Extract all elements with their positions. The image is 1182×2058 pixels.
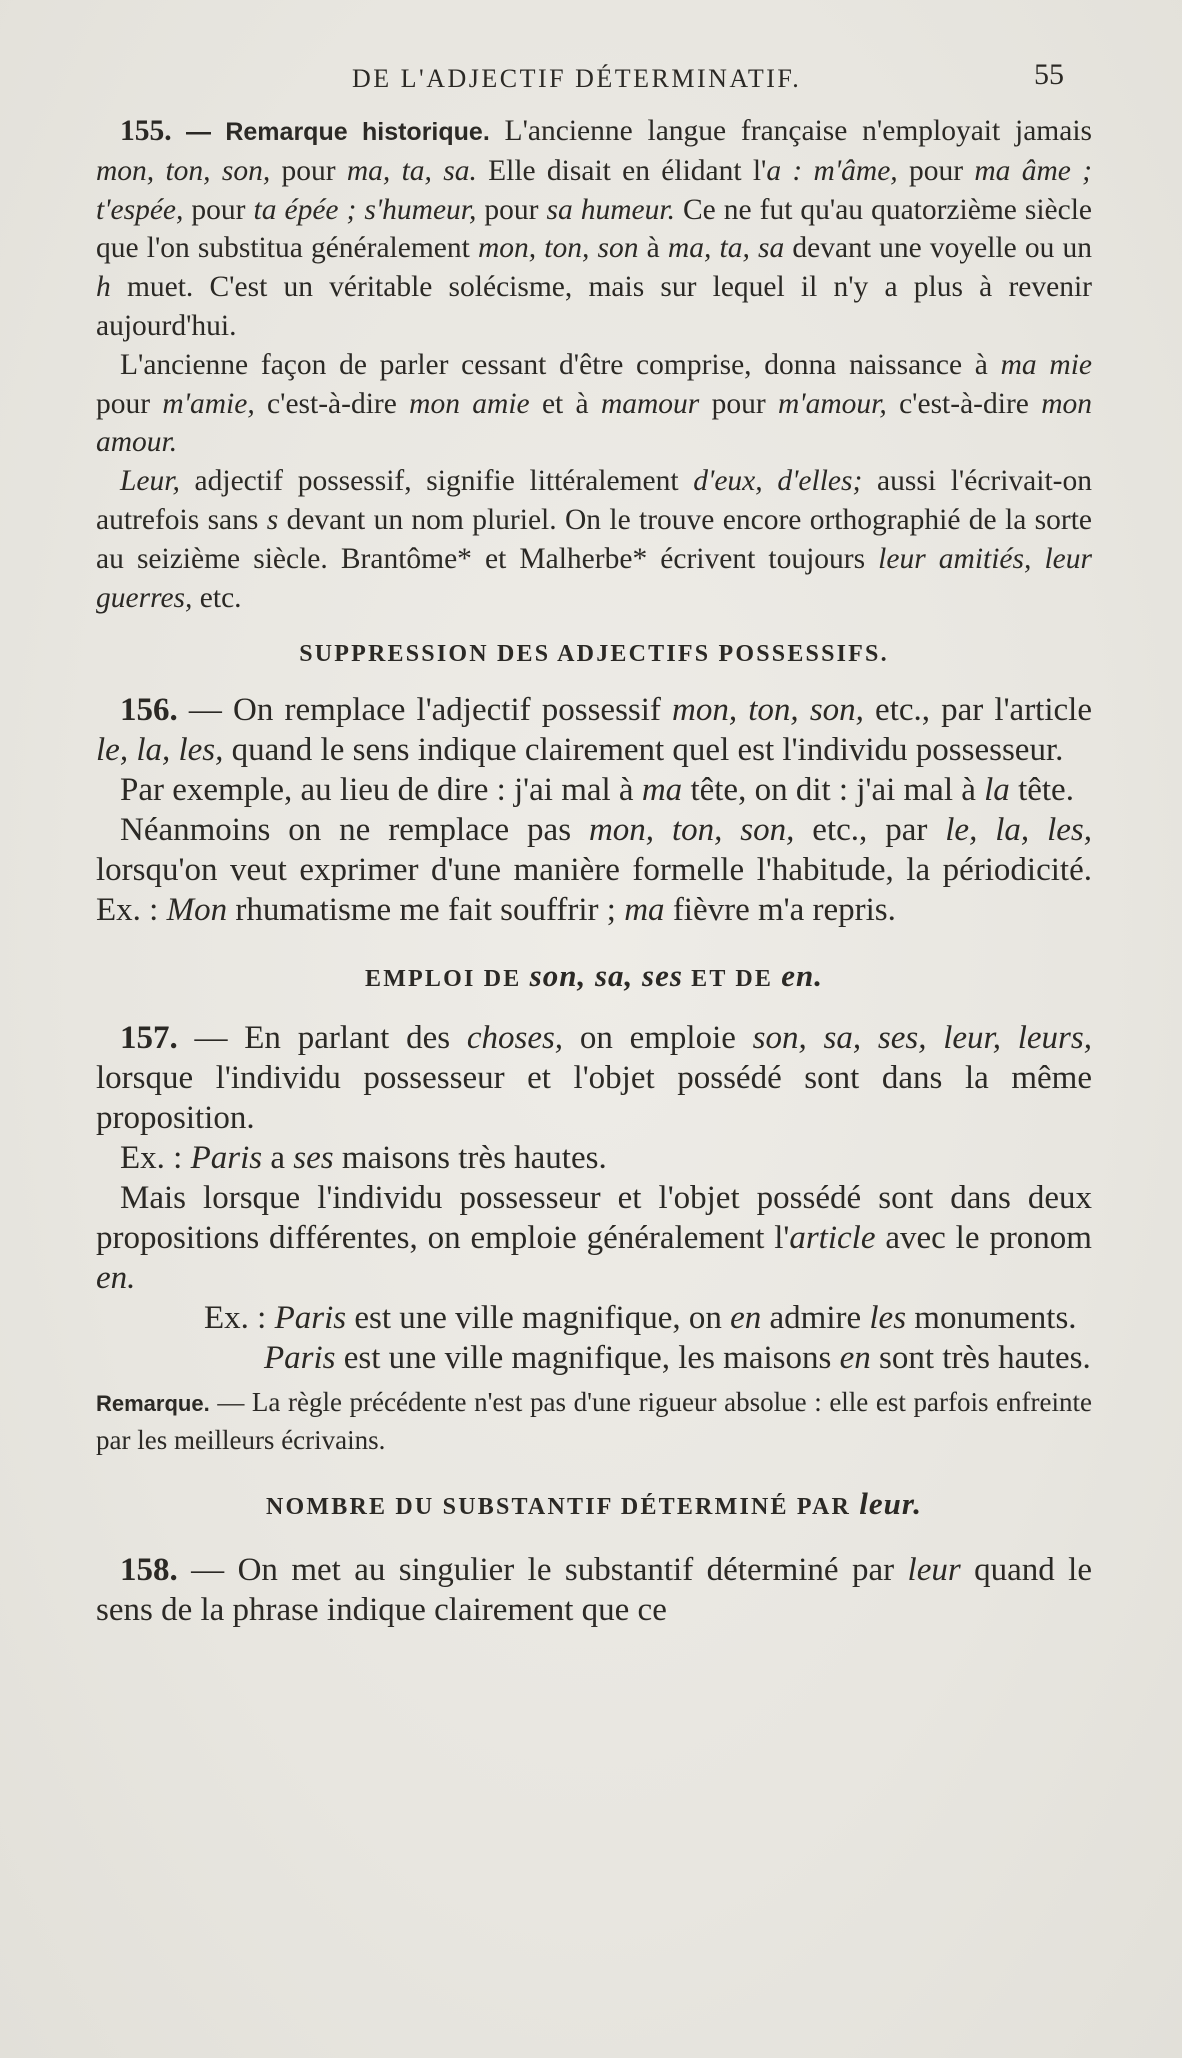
text: Par exemple, au lieu de dire : j'ai mal à <box>120 772 642 809</box>
heading-italic: en. <box>781 958 824 994</box>
paragraph-156-b <box>96 770 1092 810</box>
paragraph-number: 158. <box>120 1552 178 1589</box>
text: à <box>638 232 668 265</box>
italic-text: Leur, <box>120 465 180 498</box>
italic-text: mon, ton, son, <box>588 812 795 849</box>
italic-text: m'amie, <box>162 387 255 420</box>
heading-text: ET DE <box>682 966 782 993</box>
text: Mais lorsque l'individu possesseur et l'objet possédé sont dans deux propositions différentes, on emploie généralement l' <box>96 1180 1092 1257</box>
paragraph-155 <box>96 112 1092 346</box>
paragraph-157 <box>96 1018 1092 1138</box>
heading-italic: son, sa, ses <box>529 958 683 994</box>
text: pour <box>183 193 254 226</box>
text: adjectif possessif, signifie littéralement <box>179 465 694 498</box>
text: pour <box>96 387 163 420</box>
remark-note <box>96 1384 1092 1458</box>
running-title: DE L'ADJECTIF DÉTERMINATIF. <box>352 64 802 93</box>
italic-text: a : m'âme, <box>766 154 898 187</box>
italic-text: mamour <box>600 387 700 420</box>
italic-text: les <box>869 1300 907 1337</box>
text: a <box>262 1140 294 1177</box>
text: L'ancienne langue française n'employait jamais <box>489 115 1092 147</box>
italic-text: ma <box>641 772 683 809</box>
italic-text: ma âme ; t'espée, <box>96 154 1092 226</box>
italic-text: Paris <box>264 1340 336 1377</box>
text: et à <box>529 387 601 420</box>
italic-text: ses <box>293 1140 334 1177</box>
paragraph-155-b <box>96 346 1092 462</box>
heading-text: NOMBRE DU SUBSTANTIF DÉTERMINÉ PAR <box>266 1494 860 1521</box>
italic-text: ma mie <box>1000 348 1092 381</box>
example-157-b <box>96 1298 1092 1338</box>
text: lorsqu'on veut exprimer d'une manière formelle l'habitude, la périodicité. Ex. : <box>96 852 1092 929</box>
italic-text: le, la, les, <box>96 732 224 769</box>
paragraph-number: 157. <box>120 1020 178 1057</box>
italic-text: la <box>984 772 1010 809</box>
text: tête, on dit : j'ai mal à <box>682 772 985 809</box>
italic-text: ma, ta, sa. <box>346 154 477 187</box>
text: c'est-à-dire <box>254 387 410 420</box>
text: — On remplace l'adjectif possessif <box>177 692 673 729</box>
text: admire <box>761 1300 870 1337</box>
text: rhumatisme me fait souffrir ; <box>227 892 625 929</box>
italic-text: ta épée ; s'humeur, <box>253 193 477 226</box>
text: — La règle précédente n'est pas d'une rigueur absolue : elle est parfois enfreinte par les meilleurs écrivains. <box>96 1387 1092 1456</box>
section-heading <box>96 1486 1092 1522</box>
italic-text: mon, ton, son, <box>672 692 864 729</box>
italic-text: mon amour. <box>96 387 1092 459</box>
text: monuments. <box>906 1300 1077 1337</box>
text: L'ancienne façon de parler cessant d'être comprise, donna naissance à <box>120 348 1001 381</box>
paragraph-number: 155. <box>120 115 172 147</box>
text: etc., par l'article <box>863 692 1092 729</box>
remark-label: Remarque. <box>96 1391 210 1417</box>
text: tête. <box>1009 772 1074 809</box>
text: fièvre m'a repris. <box>664 892 896 929</box>
text: Elle disait en élidant l' <box>476 154 767 187</box>
italic-text: en. <box>96 1260 136 1297</box>
italic-text: le, la, les, <box>945 812 1092 849</box>
section-heading: SUPPRESSION DES ADJECTIFS POSSESSIFS. <box>299 641 889 668</box>
italic-text: s <box>266 503 279 536</box>
text: — On met au singulier le substantif déterminé par <box>177 1552 908 1589</box>
heading-text: EMPLOI DE <box>364 966 530 993</box>
example-157-a <box>96 1138 1092 1178</box>
page-body <box>96 112 1092 1630</box>
italic-text: Paris <box>274 1300 347 1337</box>
text: Ex. : <box>204 1300 275 1337</box>
italic-text: son, sa, ses, leur, leurs, <box>752 1020 1092 1057</box>
text: pour <box>476 193 547 226</box>
text: Néanmoins on ne remplace pas <box>120 812 589 849</box>
heading-italic: leur. <box>859 1486 922 1522</box>
paragraph-number: 156. <box>120 692 178 729</box>
text: Ce ne fut qu'au quatorzième siècle que l'on substitua généralement <box>96 193 1093 265</box>
text: etc. <box>192 581 242 614</box>
italic-text: sa humeur. <box>546 193 675 226</box>
text: est une ville magnifique, les maisons <box>335 1340 840 1377</box>
text: pour <box>699 387 778 420</box>
text: lorsque l'individu possesseur et l'objet possédé sont dans la même proposition. <box>96 1060 1092 1137</box>
italic-text: ma <box>624 892 665 929</box>
page-header <box>0 58 1182 98</box>
text: devant un nom pluriel. On le trouve encore orthographié de la sorte au seizième siècle. Brantôme* et Malherbe* écrivent toujours <box>96 503 1092 575</box>
italic-text: Mon <box>166 892 228 929</box>
remark-label: — Remarque historique. <box>171 118 490 146</box>
page-number: 55 <box>1034 58 1064 91</box>
text: muet. C'est un véritable solécisme, mais sur lequel il n'y a plus à revenir aujourd'hui. <box>96 271 1092 342</box>
text: quand le sens de la phrase indique clairement que ce <box>96 1552 1092 1629</box>
text: — En parlant des <box>177 1020 467 1057</box>
italic-text: d'eux, d'elles; <box>693 465 863 498</box>
italic-text: choses, <box>466 1020 564 1057</box>
italic-text: Paris <box>190 1140 263 1177</box>
italic-text: en <box>839 1340 871 1377</box>
text: on emploie <box>563 1020 753 1057</box>
text: avec le pronom <box>875 1220 1092 1257</box>
text: c'est-à-dire <box>886 387 1042 420</box>
italic-text: h <box>96 271 111 304</box>
text: aussi l'écrivait-on autrefois sans <box>96 465 1092 536</box>
italic-text: leur amitiés, leur guerres, <box>96 542 1092 614</box>
text: pour <box>897 154 975 187</box>
example-157-c <box>96 1338 1092 1378</box>
text: etc., par <box>794 812 946 849</box>
italic-text: mon, ton, son <box>477 232 639 265</box>
text: devant une voyelle ou un <box>784 232 1093 265</box>
italic-text: article <box>789 1220 876 1257</box>
text: maisons très hautes. <box>333 1140 607 1177</box>
paragraph-157-c <box>96 1178 1092 1298</box>
italic-text: mon, ton, son, <box>96 154 271 187</box>
italic-text: leur <box>907 1552 961 1589</box>
paragraph-158 <box>96 1550 1092 1630</box>
italic-text: mon amie <box>409 387 530 420</box>
paragraph-156-c <box>96 810 1092 930</box>
text: est une ville magnifique, on <box>346 1300 731 1337</box>
section-heading <box>96 958 1092 994</box>
text: Ex. : <box>120 1140 191 1177</box>
paragraph-155-c <box>96 462 1092 617</box>
paragraph-156 <box>96 690 1092 770</box>
text: sont très hautes. <box>870 1340 1091 1377</box>
italic-text: en <box>730 1300 762 1337</box>
text: quand le sens indique clairement quel est l'individu possesseur. <box>223 732 1064 769</box>
text: pour <box>270 154 347 187</box>
italic-text: m'amour, <box>778 387 887 420</box>
italic-text: ma, ta, sa <box>667 232 785 265</box>
